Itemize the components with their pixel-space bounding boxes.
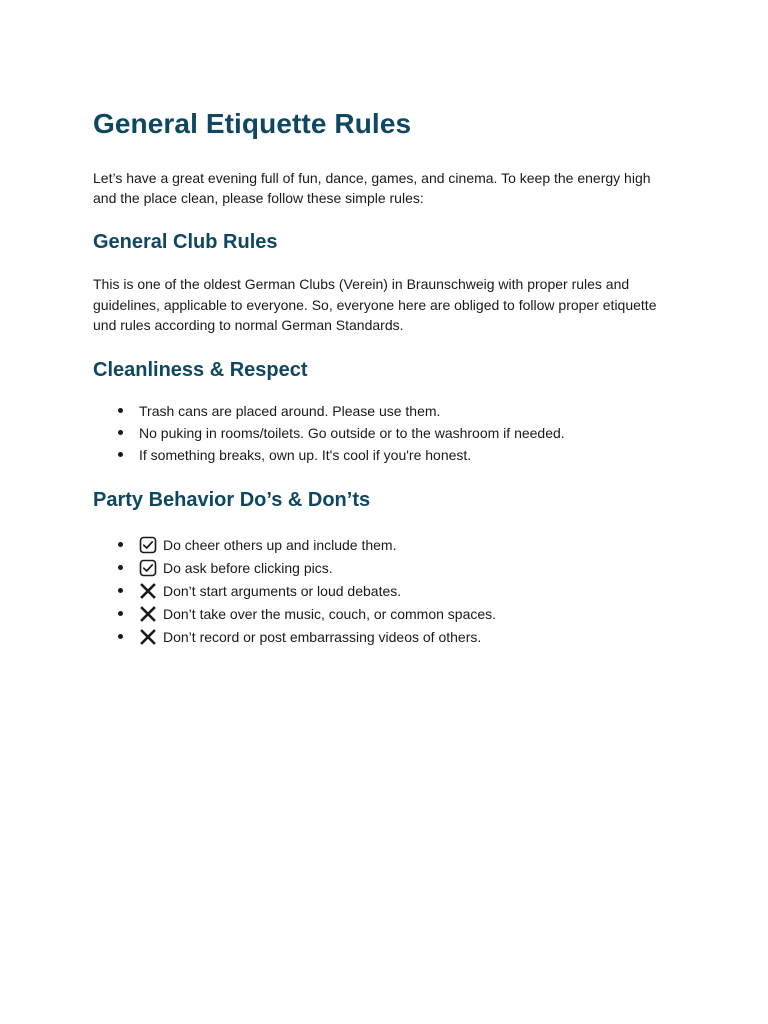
list-item-text: Do ask before clicking pics. xyxy=(163,559,333,576)
list-item-text: Don’t start arguments or loud debates. xyxy=(163,582,402,599)
party-behavior-list xyxy=(93,534,673,649)
list-item-text: Trash cans are placed around. Please use them. xyxy=(139,402,441,419)
cross-icon xyxy=(139,582,157,600)
section-heading-party-behavior: Party Behavior Do’s & Don’ts xyxy=(93,488,371,511)
intro-paragraph: Let’s have a great evening full of fun, dance, games, and cinema. To keep the energy high and the place clean, please follow these simple rules: xyxy=(93,170,651,206)
list-item xyxy=(93,603,673,626)
list-item xyxy=(93,626,673,649)
cleanliness-list xyxy=(93,400,673,466)
list-item xyxy=(93,422,673,444)
list-item-text: Don’t take over the music, couch, or common spaces. xyxy=(163,605,497,622)
check-box-icon xyxy=(139,536,157,554)
document-body xyxy=(93,104,673,649)
cross-icon xyxy=(139,628,157,646)
list-item-text: If something breaks, own up. It's cool if you're honest. xyxy=(139,446,472,463)
list-item-text: Don’t record or post embarrassing videos of others. xyxy=(163,628,482,645)
list-item-text: No puking in rooms/toilets. Go outside or to the washroom if needed. xyxy=(139,424,565,441)
list-item-text: Do cheer others up and include them. xyxy=(163,536,397,553)
club-rules-paragraph: This is one of the oldest German Clubs (Verein) in Braunschweig with proper rules and guidelines, applicable to everyone. So, everyone here are obliged to follow proper etiquette und rules according to normal German Standards. xyxy=(93,276,657,333)
cross-icon xyxy=(139,605,157,623)
list-item xyxy=(93,444,673,466)
section-heading-club-rules: General Club Rules xyxy=(93,231,278,253)
list-item xyxy=(93,400,673,422)
check-box-icon xyxy=(139,559,157,577)
page-title: General Etiquette Rules xyxy=(93,108,412,139)
list-item xyxy=(93,534,673,557)
section-heading-cleanliness: Cleanliness & Respect xyxy=(93,358,308,381)
list-item xyxy=(93,580,673,603)
list-item xyxy=(93,557,673,580)
